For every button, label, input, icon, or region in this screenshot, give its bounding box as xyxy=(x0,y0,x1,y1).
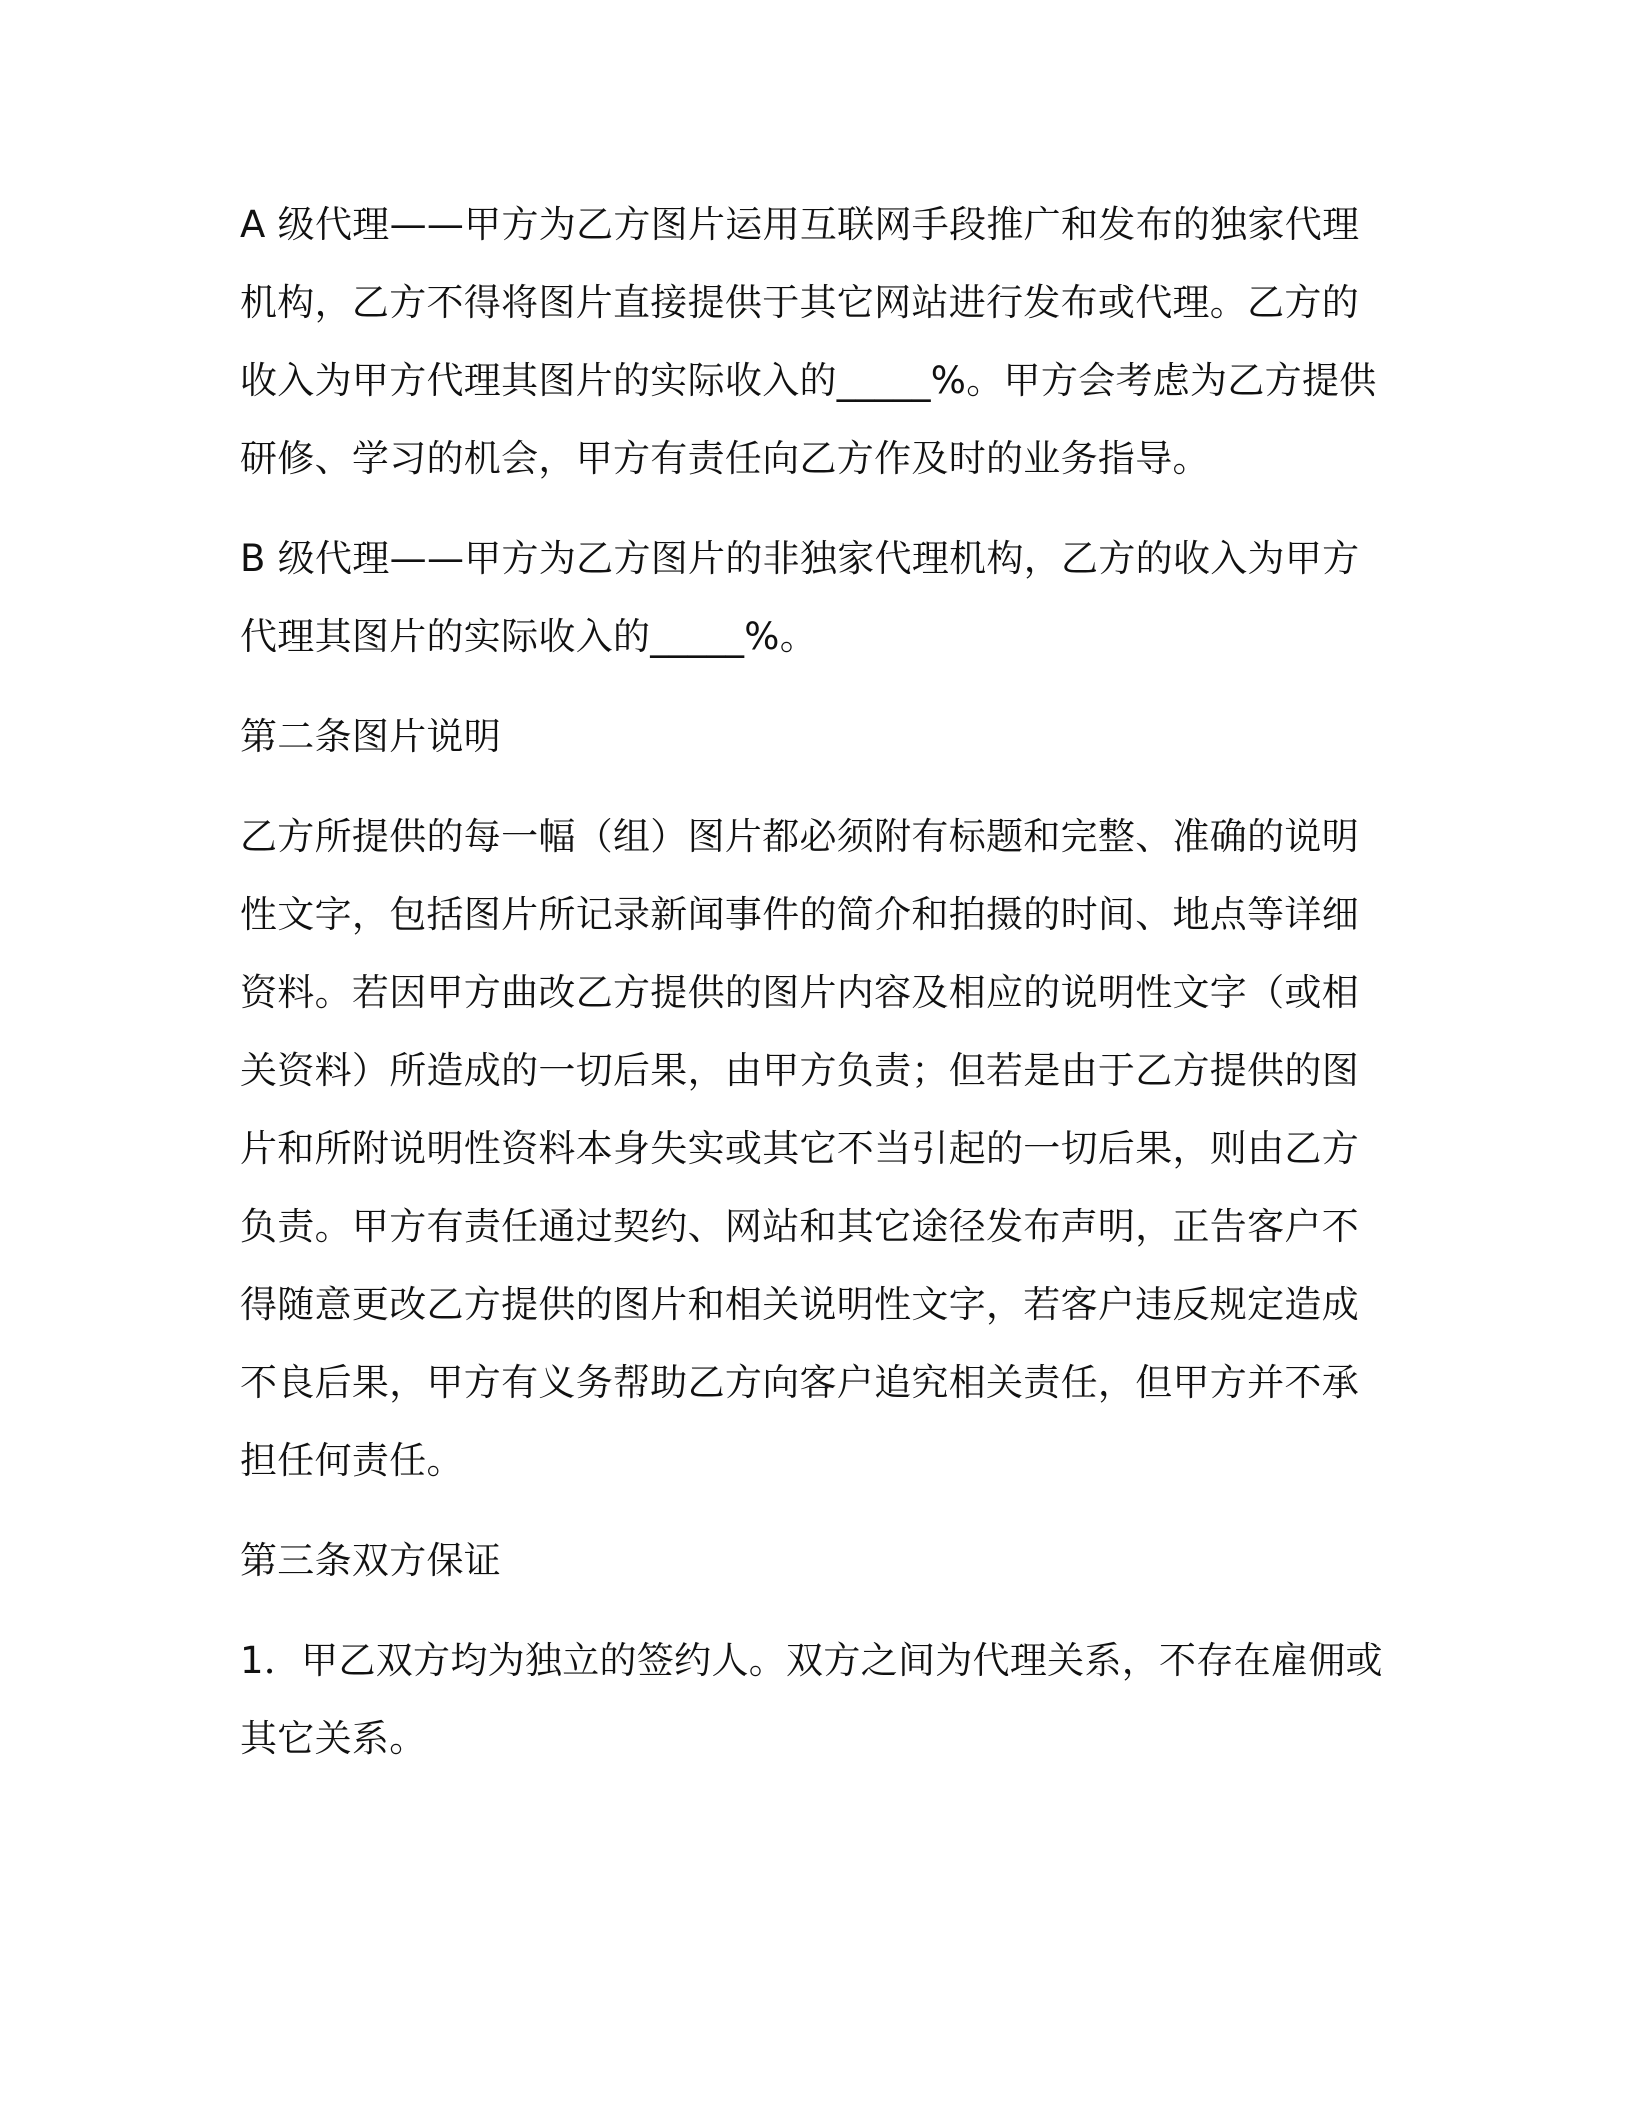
paragraph-image-description: 乙方所提供的每一幅（组）图片都必须附有标题和完整、准确的说明性文字，包括图片所记录新闻事件的简介和拍摄的时间、地点等详细资料。若因甲方曲改乙方提供的图片内容及相应的说明性文字（或相关资料）所造成的一切后果，由甲方负责；但若是由于乙方提供的图片和所附说明性资料本身失实或其它不当引起的一切后果，则由乙方负责。甲方有责任通过契约、网站和其它途径发布声明，正告客户不得随意更改乙方提供的图片和相关说明性文字，若客户违反规定造成不良后果，甲方有义务帮助乙方向客户追究相关责任，但甲方并不承担任何责任。 xyxy=(240,815,1359,1482)
section-heading-mutual-guarantee: 第三条双方保证 xyxy=(240,1539,502,1582)
paragraph-agency-level-a: A 级代理——甲方为乙方图片运用互联网手段推广和发布的独家代理机构，乙方不得将图片直接提供于其它网站进行发布或代理。乙方的收入为甲方代理其图片的实际收入的_____%。甲方会考虑为乙方提供研修、学习的机会，甲方有责任向乙方作及时的业务指导。 xyxy=(240,203,1377,480)
document-body xyxy=(240,186,1395,1800)
section-heading-image-description: 第二条图片说明 xyxy=(240,715,502,758)
paragraph-guarantee-item-1: 1．甲乙双方均为独立的签约人。双方之间为代理关系，不存在雇佣或其它关系。 xyxy=(240,1639,1383,1760)
paragraph-agency-level-b: B 级代理——甲方为乙方图片的非独家代理机构，乙方的收入为甲方代理其图片的实际收入的_____%。 xyxy=(240,537,1360,658)
